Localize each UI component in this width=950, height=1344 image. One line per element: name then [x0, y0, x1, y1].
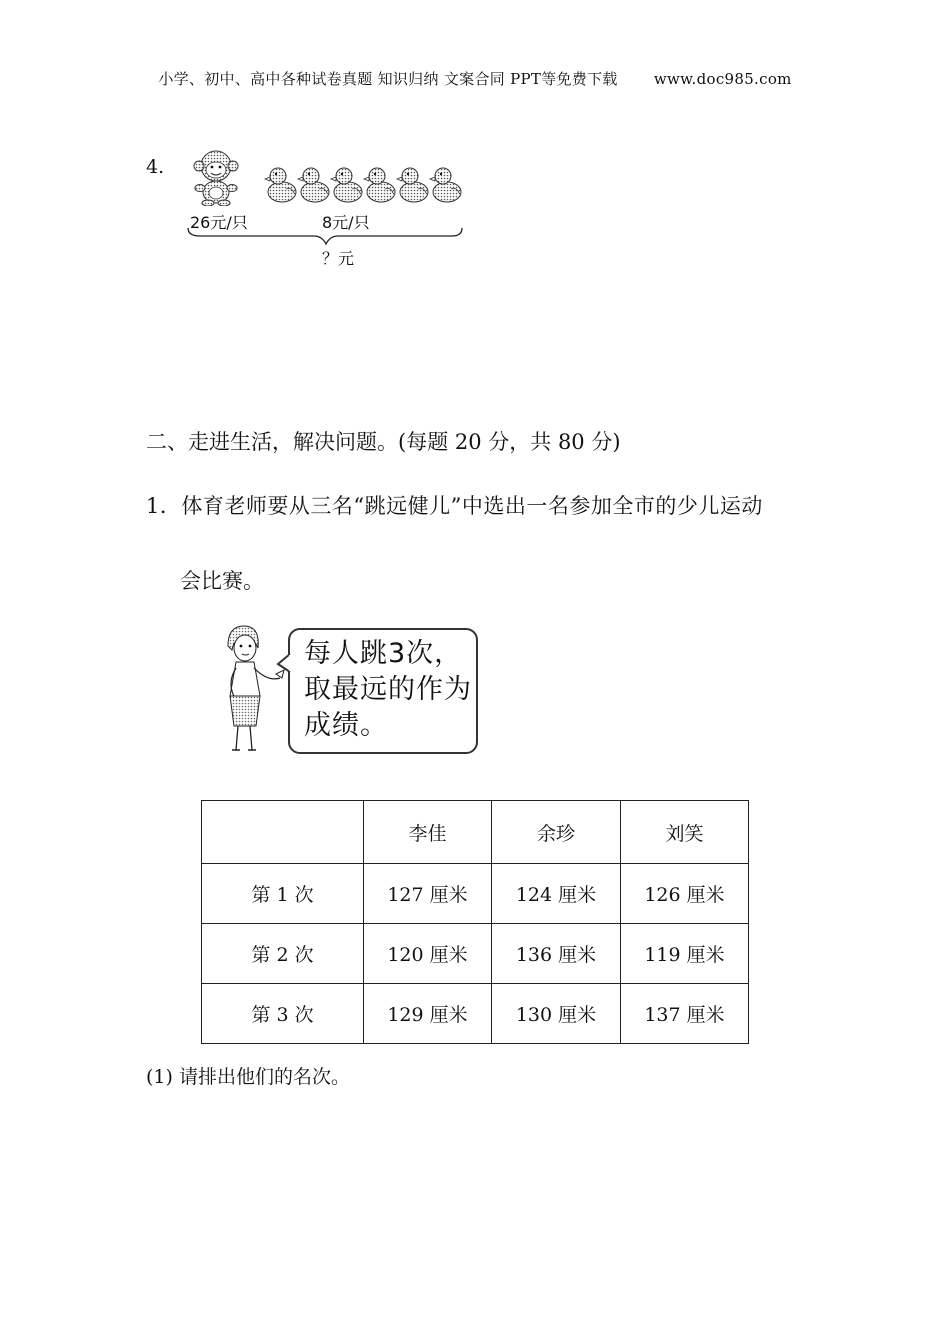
speech-bubble	[288, 628, 478, 754]
duck-toy-icon	[397, 168, 428, 202]
duck-toy-icon	[430, 168, 461, 202]
table-header-row	[202, 801, 749, 864]
duck-toy-icon	[298, 168, 329, 202]
problem-1-line-1: 1．体育老师要从三名“跳远健儿”中选出一名参加全市的少儿运动	[146, 494, 763, 518]
table-cell: 127 厘米	[364, 864, 492, 924]
page-header	[0, 68, 950, 89]
table-row	[202, 864, 749, 924]
table-header-cell: 李佳	[364, 801, 492, 864]
section-title: 二、走进生活，解决问题。(每题 20 分，共 80 分)	[146, 430, 621, 454]
monkey-price-label: 26元/只	[190, 213, 248, 232]
table-cell: 119 厘米	[621, 924, 749, 984]
table-cell: 126 厘米	[621, 864, 749, 924]
table-cell: 137 厘米	[621, 984, 749, 1044]
table-cell: 129 厘米	[364, 984, 492, 1044]
table-row	[202, 924, 749, 984]
total-price-label: ？元	[322, 249, 355, 268]
table-cell: 130 厘米	[492, 984, 621, 1044]
duck-price-label: 8元/只	[322, 213, 370, 232]
sub-question-1: (1) 请排出他们的名次。	[146, 1066, 350, 1088]
duck-toys-group	[262, 164, 462, 206]
row-label: 第 2 次	[202, 924, 364, 984]
table-cell: 120 厘米	[364, 924, 492, 984]
jump-results-table	[201, 800, 749, 1044]
speech-text: 每人跳3次，取最远的作为成绩。	[304, 638, 472, 741]
row-label: 第 3 次	[202, 984, 364, 1044]
table-header-cell: 刘笑	[621, 801, 749, 864]
table-cell: 136 厘米	[492, 924, 621, 984]
teacher-figure-icon	[214, 624, 294, 754]
total-brace	[186, 226, 466, 248]
table-header-cell	[202, 801, 364, 864]
table-row	[202, 984, 749, 1044]
speech-bubble-tail	[276, 652, 292, 676]
question-4-number: 4.	[146, 156, 165, 178]
duck-toy-icon	[265, 168, 296, 202]
duck-toy-icon	[364, 168, 395, 202]
monkey-toy-icon	[186, 148, 246, 206]
table-cell: 124 厘米	[492, 864, 621, 924]
problem-1-line-2: 会比赛。	[180, 569, 264, 593]
header-url: www.doc985.com	[653, 70, 792, 88]
table-header-cell: 余珍	[492, 801, 621, 864]
duck-toy-icon	[331, 168, 362, 202]
row-label: 第 1 次	[202, 864, 364, 924]
header-left-text: 小学、初中、高中各种试卷真题 知识归纳 文案合同 PPT等免费下载	[158, 70, 618, 88]
